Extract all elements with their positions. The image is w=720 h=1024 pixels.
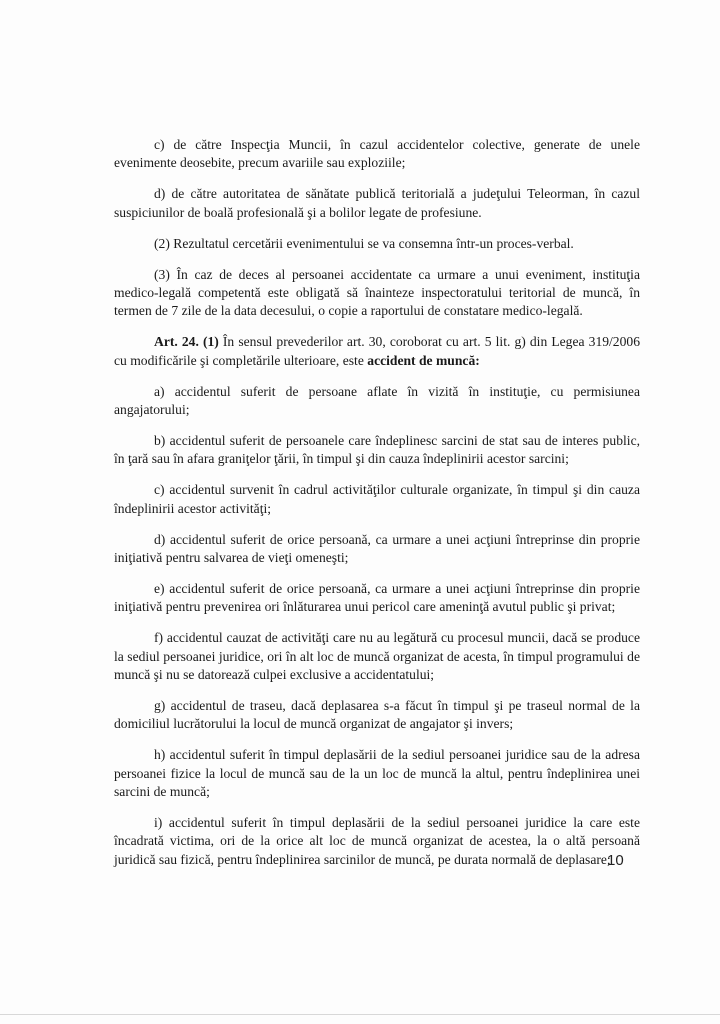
item-h: h) accidentul suferit în timpul deplasării de la sediul persoanei juridice sau de la adresa persoanei fizice la locul de muncă sau de la un loc de muncă la altul, pentru îndeplinirea unei sarcini de muncă; xyxy=(114,747,640,799)
paragraph-2-result: (2) Rezultatul cercetării evenimentului se va consemna într-un proces-verbal. xyxy=(154,235,574,251)
paragraph-c-labour-inspection: c) de către Inspecţia Muncii, în cazul accidentelor colective, generate de unele evenimente deosebite, precum avariile sau exploziile; xyxy=(114,137,640,171)
paragraph-d-public-health-authority: d) de către autoritatea de sănătate publică teritorială a judeţului Teleorman, în cazul suspiciunilor de boală profesională şi a bolilor legate de profesiune. xyxy=(114,186,640,220)
item-e: e) accidentul suferit de orice persoană, ca urmare a unei acţiuni întreprinse din proprie iniţiativă pentru prevenirea ori înlăturarea unui pericol care ameninţă avutul public şi privat; xyxy=(114,580,640,615)
item-f: f) accidentul cauzat de activităţi care nu au legătură cu procesul muncii, dacă se produce la sediul persoanei juridice, ori în alt loc de muncă organizat de acesta, în timpul programului de muncă şi nu se datorează culpei exclusive a accidentatului; xyxy=(114,630,640,682)
item-g: g) accidentul de traseu, dacă deplasarea s-a făcut în timpul şi pe traseul normal de la domiciliul lucrătorului la locul de muncă organizat de angajator şi invers; xyxy=(114,697,640,732)
page-number: 10 xyxy=(607,852,624,869)
item-b: b) accidentul suferit de persoanele care îndeplinesc sarcini de stat sau de interes public, în ţară sau în afara graniţelor ţării, în timpul şi din cauza îndeplinirii acestor sarcini; xyxy=(114,432,640,467)
item-d: d) accidentul suferit de orice persoană, ca urmare a unei acţiuni întreprinse din proprie iniţiativă pentru salvarea de vieţi omeneşti; xyxy=(114,531,640,565)
article-24-intro xyxy=(114,333,640,370)
article-24-text: În sensul prevederilor art. 30, coroborat cu art. 5 lit. g) din Legea 319/2006 cu modificările şi completările ulterioare, este xyxy=(114,334,640,368)
item-c: c) accidentul survenit în cadrul activităţilor culturale organizate, în timpul şi din cauza îndeplinirii acestor activităţi; xyxy=(114,482,640,516)
document-body xyxy=(114,136,640,882)
item-a: a) accidentul suferit de persoane aflate în vizită în instituţie, cu permisiunea angajatorului; xyxy=(114,383,640,417)
scan-edge-divider xyxy=(0,1014,720,1015)
article-24-emphasis: accident de muncă: xyxy=(367,352,480,368)
article-24-heading: Art. 24. (1) xyxy=(154,334,219,350)
paragraph-3-death-case: (3) În caz de deces al persoanei accidentate ca urmare a unui eveniment, instituţia medico-legală competentă este obligată să înainteze inspectoratului teritorial de muncă, în termen de 7 zile de la data decesului, o copie a raportului de constatare medico-legală. xyxy=(114,266,640,319)
item-i: i) accidentul suferit în timpul deplasării de la sediul persoanei juridice la care este încadrată victima, ori de la orice alt loc de muncă organizat de acestea, la o altă persoană juridică sau fizică, pentru îndeplinirea sarcinilor de muncă, pe durata normală de deplasare; xyxy=(114,814,640,867)
